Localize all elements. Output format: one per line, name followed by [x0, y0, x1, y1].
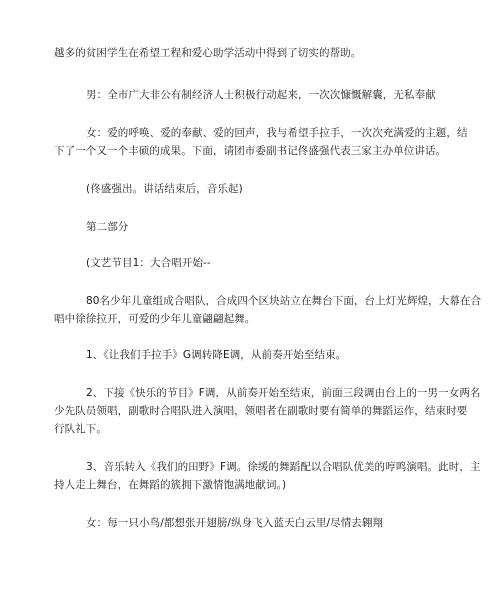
- text-line: 女：每一只小鸟/都想张开翅膀/纵身飞入蓝天白云里/尽情去翱翔: [86, 517, 384, 529]
- paragraph-stage-note: [86, 180, 462, 198]
- text-line: 行队礼下。: [54, 423, 107, 435]
- text-line: 唱中徐徐拉开，可爱的少年儿童翩翩起舞。: [54, 313, 256, 325]
- paragraph-program-1: [86, 254, 462, 272]
- paragraph-item-2: [54, 384, 481, 438]
- paragraph-item-1: [86, 346, 462, 364]
- text-line: 男：全市广大非公有制经济人士积极行动起来，一次次慷慨解囊，无私奉献: [86, 89, 436, 101]
- text-line: 3、音乐转入《我们的田野》F调。徐缓的舞蹈配以合唱队优美的哼鸣演唱。此时，主: [86, 461, 481, 473]
- paragraph-female-speech: [54, 124, 468, 160]
- text-line: 下了一个又一个丰硕的成果。下面，请团市委副书记佟盛强代表三家主办单位讲话。: [54, 145, 447, 157]
- paragraph-item-3: [54, 458, 481, 494]
- paragraph-male-speech: [86, 86, 462, 104]
- text-line: (佟盛强出。讲话结束后，音乐起): [86, 183, 243, 195]
- section-heading: [86, 218, 462, 236]
- text-line: (文艺节目1：大合唱开始--: [86, 257, 211, 269]
- text-line: 2、下接《快乐的节目》F调，从前奏开始至结束，前面三段调由台上的一男一女两名: [86, 387, 481, 399]
- text-line: 第二部分: [86, 221, 129, 233]
- paragraph-intro: [54, 44, 464, 62]
- text-line: 80名少年儿童组成合唱队，合成四个区块站立在舞台下面，台上灯光辉煌，大幕在合: [86, 295, 482, 307]
- text-line: 持人走上舞台，在舞蹈的簇拥下激情饱满地献词。): [54, 479, 287, 491]
- text-line: 1、《让我们手拉手》G调转降E调，从前奏开始至结束。: [86, 349, 347, 361]
- text-line: 女：爱的呼唤、爱的奉献、爱的回声，我与希望手拉手，一次次充满爱的主题，结: [86, 127, 468, 139]
- text-line: 越多的贫困学生在希望工程和爱心助学活动中得到了切实的帮助。: [54, 47, 362, 59]
- paragraph-choir: [54, 292, 482, 328]
- paragraph-female-verse: [86, 514, 462, 532]
- text-line: 少先队员领唱，副歌时合唱队进入演唱，领唱者在副歌时要有简单的舞蹈运作，结束时要: [54, 405, 468, 417]
